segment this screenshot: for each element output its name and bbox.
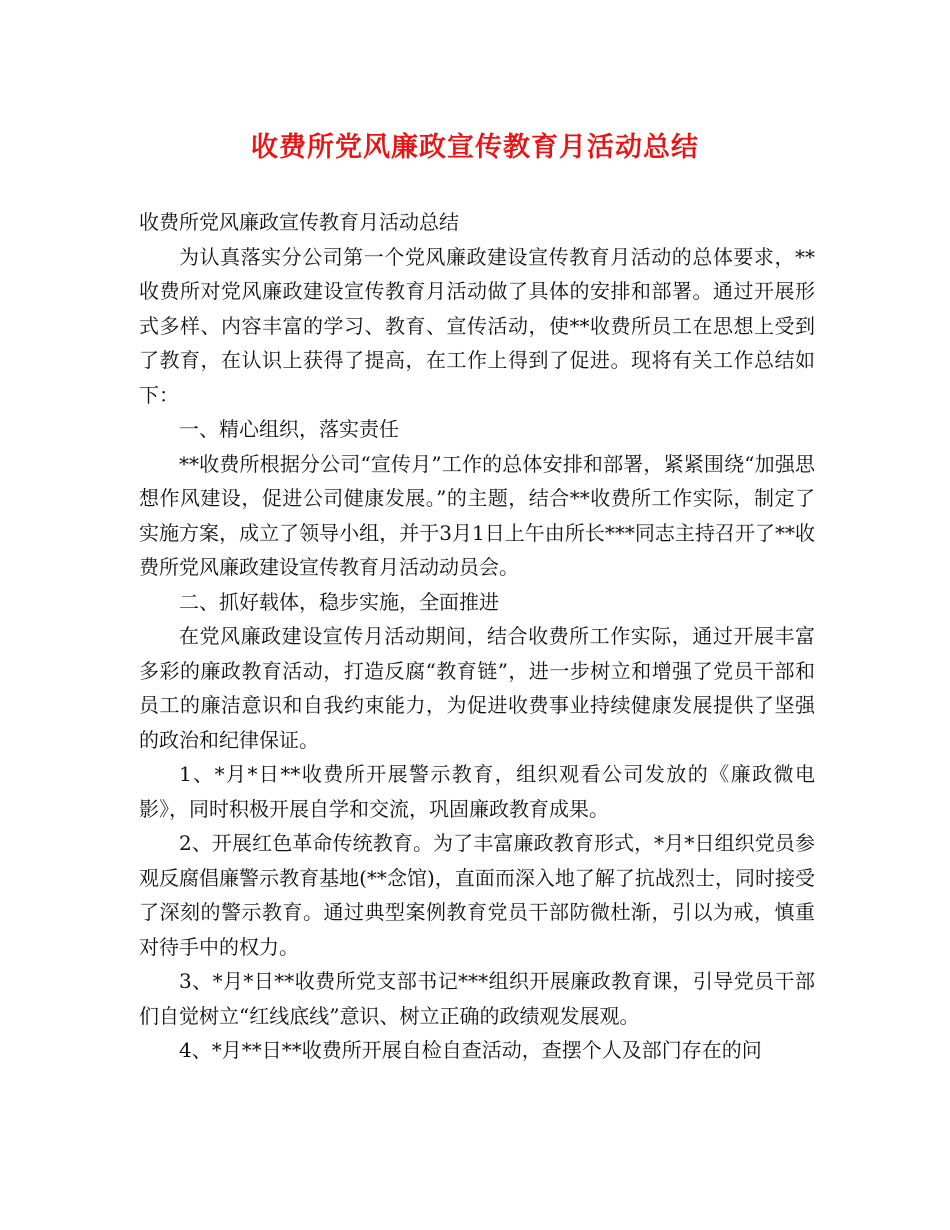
document-body: [139, 205, 815, 1068]
paragraph-section-1: **收费所根据分公司“宣传月”工作的总体安排和部署，紧紧围绕“加强思想作风建设，促进公司健康发展。”的主题，结合**收费所工作实际，制定了实施方案，成立了领导小组，并于3月1日上午由所长***同志主持召开了**收费所党风廉政建设宣传教育月活动动员会。: [139, 451, 815, 579]
list-item-4: 4、*月**日**收费所开展自检自查活动，查摆个人及部门存在的问: [179, 1038, 762, 1062]
section-heading-1: 一、精心组织，落实责任: [179, 417, 399, 441]
list-item-2: 2、开展红色革命传统教育。为了丰富廉政教育形式，*月*日组织党员参观反腐倡廉警示教育基地(**念馆)，直面而深入地了解了抗战烈士，同时接受了深刻的警示教育。通过典型案例教育党员干部防微杜渐，引以为戒，慎重对待手中的权力。: [139, 831, 815, 959]
paragraph-intro: 为认真落实分公司第一个党风廉政建设宣传教育月活动的总体要求，**收费所对党风廉政建设宣传教育月活动做了具体的安排和部署。通过开展形式多样、内容丰富的学习、教育、宣传活动，使**收费所员工在思想上受到了教育，在认识上获得了提高，在工作上得到了促进。现将有关工作总结如下：: [139, 244, 815, 407]
list-item-3: 3、*月*日**收费所党支部书记***组织开展廉政教育课，引导党员干部们自觉树立“红线底线”意识、树立正确的政绩观发展观。: [139, 969, 815, 1028]
list-item-1: 1、*月*日**收费所开展警示教育，组织观看公司发放的《廉政微电影》，同时积极开展自学和交流，巩固廉政教育成果。: [139, 762, 815, 821]
section-heading-2: 二、抓好载体，稳步实施，全面推进: [179, 589, 499, 614]
document-subtitle: 收费所党风廉政宣传教育月活动总结: [139, 210, 459, 234]
paragraph-section-2: 在党风廉政建设宣传月活动期间，结合收费所工作实际，通过开展丰富多彩的廉政教育活动，打造反腐“教育链”，进一步树立和增强了党员干部和员工的廉洁意识和自我约束能力，为促进收费事业持续健康发展提供了坚强的政治和纪律保证。: [139, 624, 815, 752]
document-title: 收费所党风廉政宣传教育月活动总结: [251, 132, 699, 163]
